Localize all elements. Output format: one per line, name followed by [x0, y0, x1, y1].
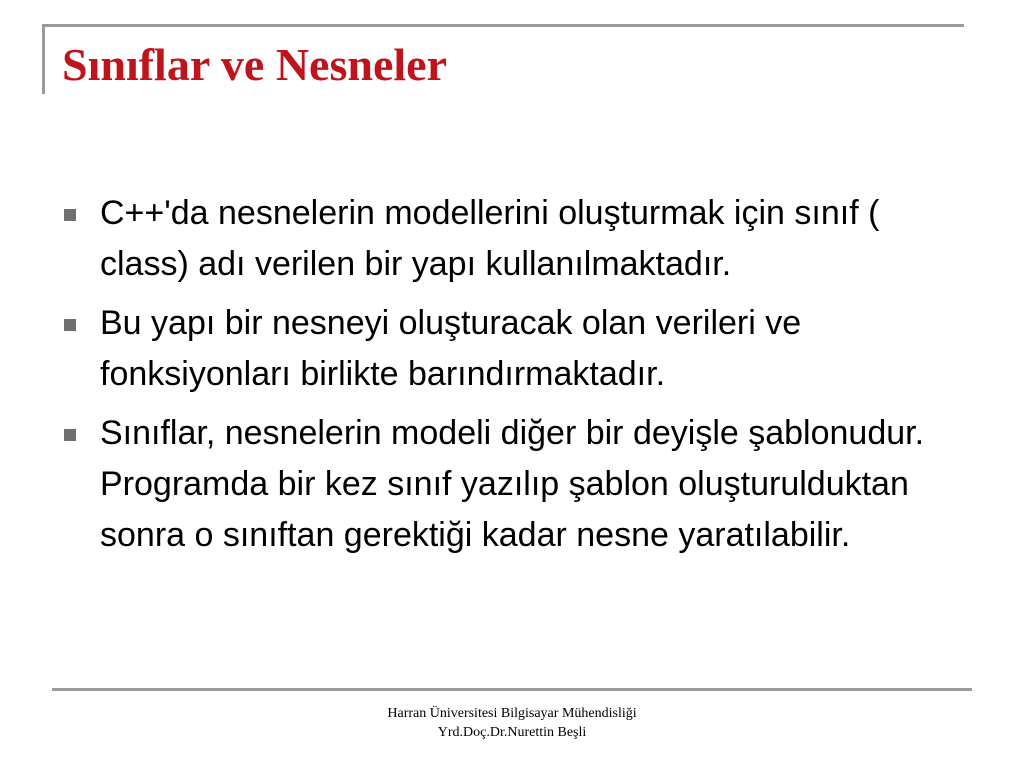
- footer-divider: [52, 688, 972, 691]
- footer-institution: Harran Üniversitesi Bilgisayar Mühendisliği: [387, 706, 637, 721]
- bullet-item: [64, 188, 974, 290]
- bullet-item: [64, 408, 974, 561]
- bullet-list: [64, 188, 974, 569]
- footer: [312, 704, 712, 742]
- bullet-item: [64, 298, 974, 400]
- bullet-text: Sınıflar, nesnelerin modeli diğer bir deyişle şablonudur. Programda bir kez sınıf yazılıp şablon oluşturulduktan sonra o sınıftan gerektiği kadar nesne yaratılabilir.: [100, 414, 925, 554]
- slide-title: Sınıflar ve Nesneler: [62, 39, 447, 90]
- bullet-text: Bu yapı bir nesneyi oluşturacak olan verileri ve fonksiyonları birlikte barındırmaktadır.: [100, 304, 802, 393]
- square-bullet-icon: [64, 319, 76, 331]
- top-frame-line: [42, 24, 964, 27]
- square-bullet-icon: [64, 209, 76, 221]
- bullet-text: C++'da nesnelerin modellerini oluşturmak için sınıf ( class) adı verilen bir yapı kullanılmaktadır.: [100, 194, 880, 283]
- left-frame-line: [42, 24, 45, 94]
- footer-author: Yrd.Doç.Dr.Nurettin Beşli: [437, 725, 587, 740]
- square-bullet-icon: [64, 429, 76, 441]
